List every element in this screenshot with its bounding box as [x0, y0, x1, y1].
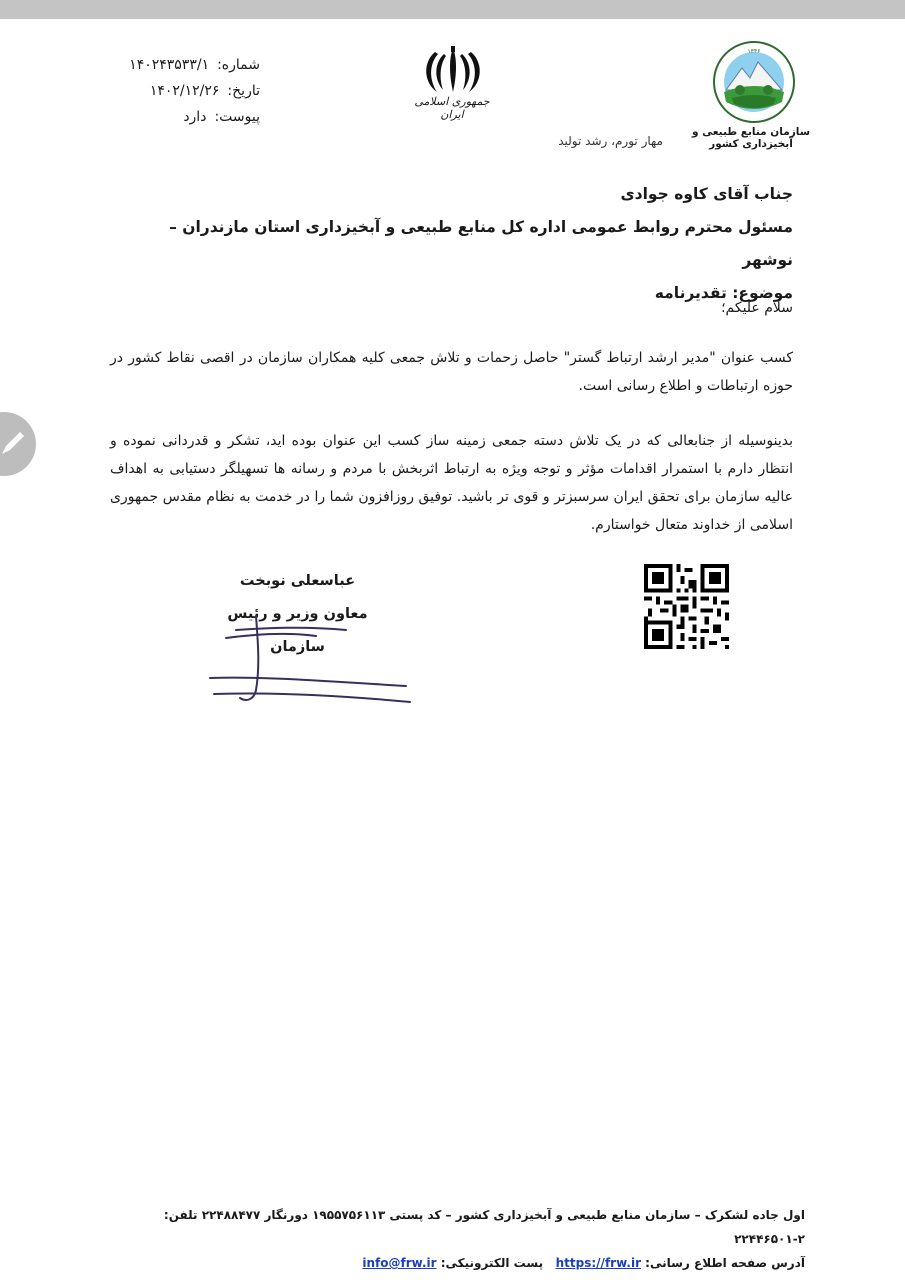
- emblem-caption: جمهوری اسلامی ایران: [414, 95, 490, 121]
- footer-address: اول جاده لشکرک – سازمان منابع طبیعی و آبخیزداری کشور – کد پستی ۱۹۵۵۷۵۶۱۱۳ دورنگار ۲۲۴۸۸۴۷۷ تلفن: ۲-۲۲۴۴۶۵۰۱: [163, 1208, 805, 1246]
- letter-attachment-row: [100, 104, 260, 130]
- signer-name: عباسعلی نوبخت: [239, 573, 356, 589]
- website-label: آدرس صفحه اطلاع رسانی:: [645, 1256, 805, 1270]
- addressee-position: مسئول محترم روابط عمومی اداره کل منابع طبیعی و آبخیزداری استان مازندران – نوشهر: [169, 218, 793, 269]
- letter-date-row: [100, 78, 260, 104]
- organization-logo-icon: [712, 40, 796, 124]
- handwritten-signature: [196, 612, 426, 712]
- letter-date-label: تاریخ:: [227, 83, 260, 99]
- letter-attachment-value: دارد: [183, 109, 207, 125]
- body-paragraph-2: بدینوسیله از جنابعالی که در یک تلاش دسته جمعی زمینه ساز کسب این عنوان بوده اید، تشکر و قدردانی نموده و انتظار دارم با استمرار اقدامات مؤثر و توجه ویژه به ارتباط اثربخش با مردم و رسانه ها تسهیلگر دستیابی به اهداف عالیه سازمان برای تحقق ایران سرسبزتر و قوی تر باشید. توفیق روزافزون شما را در خدمت به نظام مقدس جمهوری اسلامی از خداوند متعال خواستارم.: [110, 433, 793, 533]
- greeting: سلام علیکم؛: [721, 300, 793, 316]
- qr-code-icon: [644, 564, 729, 649]
- website-link[interactable]: https://frw.ir: [555, 1256, 641, 1270]
- top-bar: [0, 0, 905, 19]
- organization-caption: سازمان منابع طبیعی و آبخیزداری کشور: [691, 126, 811, 150]
- letter-subject: موضوع: تقدیرنامه: [654, 284, 793, 302]
- svg-text:۱۳۴۶: ۱۳۴۶: [747, 48, 761, 55]
- footer-contacts: [105, 1251, 805, 1275]
- letter-footer: [105, 1203, 805, 1275]
- signer-title: معاون وزیر و رئیس سازمان: [227, 606, 368, 655]
- pencil-icon: [0, 428, 28, 458]
- letter-date-value: ۱۴۰۲/۱۲/۲۶: [149, 83, 220, 99]
- letter-number-value: ۱۴۰۲۴۳۵۳۳/۱: [129, 57, 210, 73]
- email-label: پست الکترونیکی:: [440, 1256, 544, 1270]
- letter-attachment-label: پیوست:: [214, 109, 260, 125]
- letter-meta: [100, 52, 260, 130]
- addressee-block: [153, 178, 793, 310]
- year-slogan: مهار تورم، رشد تولید: [558, 134, 663, 148]
- letter-number-row: [100, 52, 260, 78]
- letter-number-label: شماره:: [217, 57, 260, 73]
- body-paragraph-1: کسب عنوان "مدیر ارشد ارتباط گستر" حاصل زحمات و تلاش جمعی کلیه همکاران سازمان در اقصی نقاط کشور در حوزه ارتباطات و اطلاع رسانی است.: [110, 350, 793, 394]
- edit-button[interactable]: [0, 412, 36, 476]
- addressee-name: جناب آقای کاوه جوادی: [620, 185, 793, 203]
- email-link[interactable]: info@frw.ir: [362, 1256, 437, 1270]
